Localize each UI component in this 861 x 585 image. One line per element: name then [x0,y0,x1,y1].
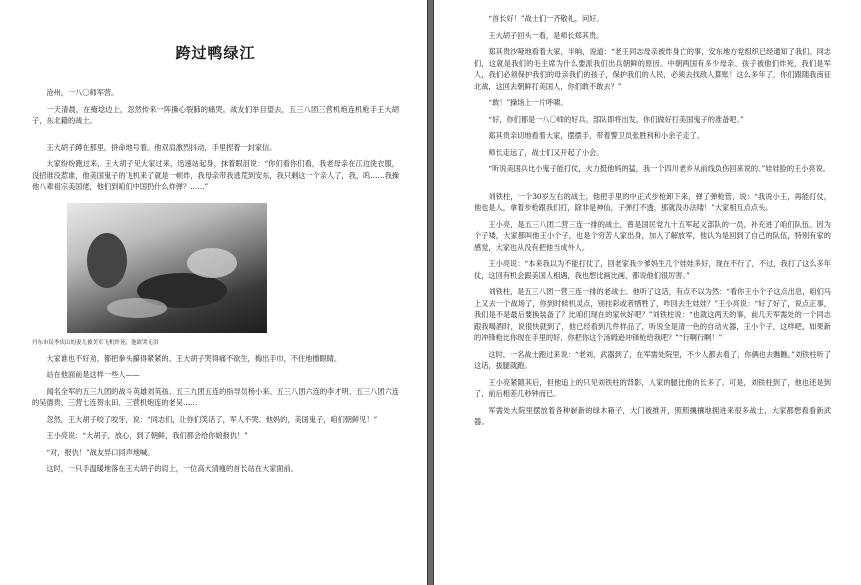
chapter-title: 跨过鸭绿江 [175,44,256,62]
top-margin [474,0,831,8]
paragraph: 站在他面前是这样一些人—— [46,370,140,379]
paragraph: 王大胡子回头一看，是师长郑其贵。 [488,30,604,40]
paragraph: 王大胡子蹲在那里，拼命地号着。他双肩激烈抖动，手里捏着一封家信。 [46,142,277,152]
paragraph: 大家纷纷跑过来，王大胡子见大家过来，迅速站起身，抹着眼泪说：“你们看你们看，我老母亲在江边洗衣服，没招谁没惹谁，他美国鬼子的飞机来了就是一顿炸，我母亲带我逃荒到安东，我只剩这一个亲人了，我，呜……我操他八辈祖宗美国佬，他们到咱们中国扔什么炸弹？……” [32,159,399,191]
historical-photo [67,203,267,333]
paragraph: “好，你们都是一八〇师的好兵。部队即将出发，你们做好打美国鬼子的准备吧。” [488,114,744,124]
left-page [0,0,427,585]
paragraph: 王小亮说：“本来我以为不能打仗了，回老家我少爹妈生几个娃娃多好，现在不行了，不过，我打了这么多年仗，这回有机会跟美国人相遇，我也想比画比画，都说他们很厉害。” [474,259,831,280]
paragraph-gap [474,175,831,186]
photo-cloth-shape [107,298,167,318]
paragraph: 刘铁柱，一个30岁左右的战士，他把手里的中正式步枪卸下来，弹了弹枪管，说：“我说小王，再能打仗，他也是人，拿着步枪跟我们打，除非是神仙，子弹打不透，那就没办法喽！”大家相互点点头。 [474,191,831,212]
paragraph: 军需处大院里摆放着各种崭新的绿木箱子，大门被推开，照照攘攘地拥进来很多战士，大家都想看看新武器。 [474,405,831,426]
paragraph: 一天清晨，在掩埝边上，忽然传来一阵撕心裂肺的痛哭。战友们举目望去，五三八团三营机炮连机枪手王大胡子，东北籍的战士。 [32,104,399,125]
paragraph: 郑其贵沙哑地看着大家，半晌，说道：“老王同志母亲被炸身亡的事，安东地方党组织已经通知了我们。同志们，这就是我们的毛主席为什么要派我们出兵朝鲜的原因。中朝两国有多少母亲、孩子被他们炸死，我们是军人，我们必须保护我们的母亲我们的孩子，保护我们的人民，必须去找敌人算账！这么多年了，你们跟随我南征北战，这回去朝鲜打美国人，你们敢不敢去？” [474,47,831,91]
paragraph: 沧州，一八〇师军营。 [46,88,119,97]
paragraph: 王小亮，是五三八团二营三连一排的战士，曾是国民党九十五军起义部队的一员，补充进了咱们队伍。因为个子矮，大家都叫他王小个子，也是个穷苦人家出身，加入了解放军，他认为是回到了自己的队伍，特别有家的感觉，大家也从没有把他当成外人。 [474,219,831,252]
paragraph: 师长走远了，战士们又开起了小会。 [488,147,604,157]
paragraph: 刘铁柱，是五三八团一营三连一排的老战士。他听了这话，有点不以为然：“看你王小个子这点出息，咱们马上又去一个战场了，你到时候机灵点，别挂彩或者牺牲了，咋回去生娃娃？”王小亮说：“好了好了，说点正事，我们是不是最后要换装备了？比咱们现在的家伙好吧？”刘铁柱说：“也就这两天的事，前几天军需处的一个同志跟我喝酒时，说很快就到了，他已经看到几件样品了，听说全是清一色的自动火器，王小个子，这样吧，如果新的冲锋枪比你现在手里的好，你把你这个汤姆逊冲锋枪给我吧？”“行啊行啊！” [474,287,831,342]
paragraph: 大家谁也不好劝，都把拳头攥得紧紧的。王大胡子哭得痛不欲生，掏出手巾，不住地擦眼睛。 [46,353,342,363]
paragraph: 这时，一名战士跑过来说：“老刘，武器到了，在军需处院里，不少人都去看了，你俩也去瞧瞧。”刘铁柱听了这话，拔腿就跑。 [474,349,831,370]
right-page [434,0,861,585]
paragraph-gap [32,127,399,138]
paragraph: 王小亮说：“大胡子，放心，到了朝鲜，我们都会给你娘报仇！” [46,431,248,440]
photo-figure-shape [87,233,127,288]
paragraph: “听说美国兵比小鬼子能打仗，火力挺他妈的猛，我一个四川老乡从前线负伤回来说的。”娃娃脸的王小亮说。 [488,164,830,173]
photo-caption: 丹东市民李庆山的妻儿被美军飞机炸死，他欲哭无泪 [32,339,159,346]
paragraph: “首长好！”战士们一齐敬礼，问好。 [488,14,604,23]
book-gutter [427,0,434,585]
paragraph: 闻名全军的五三九团的战斗英雄刘英孩、五三九团五连的指导员杨小来、五三八团六连的李才明、五三八团六连的吴德贵、三营七连贺永田、三营机炮连的老吴…… [32,386,399,407]
paragraph: 忽然，王大胡子咬了咬牙，说：“同志们，让你们笑话了，军人不哭。他妈的，美国鬼子，咱们朝鲜见！” [46,414,378,424]
paragraph: “对，报仇！”战友异口同声地喊。 [46,447,155,457]
photo-cloth-shape [187,248,237,278]
paragraph: 这时，一只手温暖地落在王大胡子的肩上，一位高大清瘦的首长站在大家面前。 [46,464,298,473]
paragraph: 王小亮紧随其后，但他追上的只见刘铁柱的背影，人家的腿比他的长多了。可是，刘铁柱到了，他也还是到了，前后相差几秒钟而已。 [474,377,831,398]
paragraph: “敢！”操场上一片呼啸。 [488,98,568,107]
paragraph: 郑其贵亲切地看着大家，摆摆手，带着警卫员张胜利和小余子走了。 [488,131,705,140]
